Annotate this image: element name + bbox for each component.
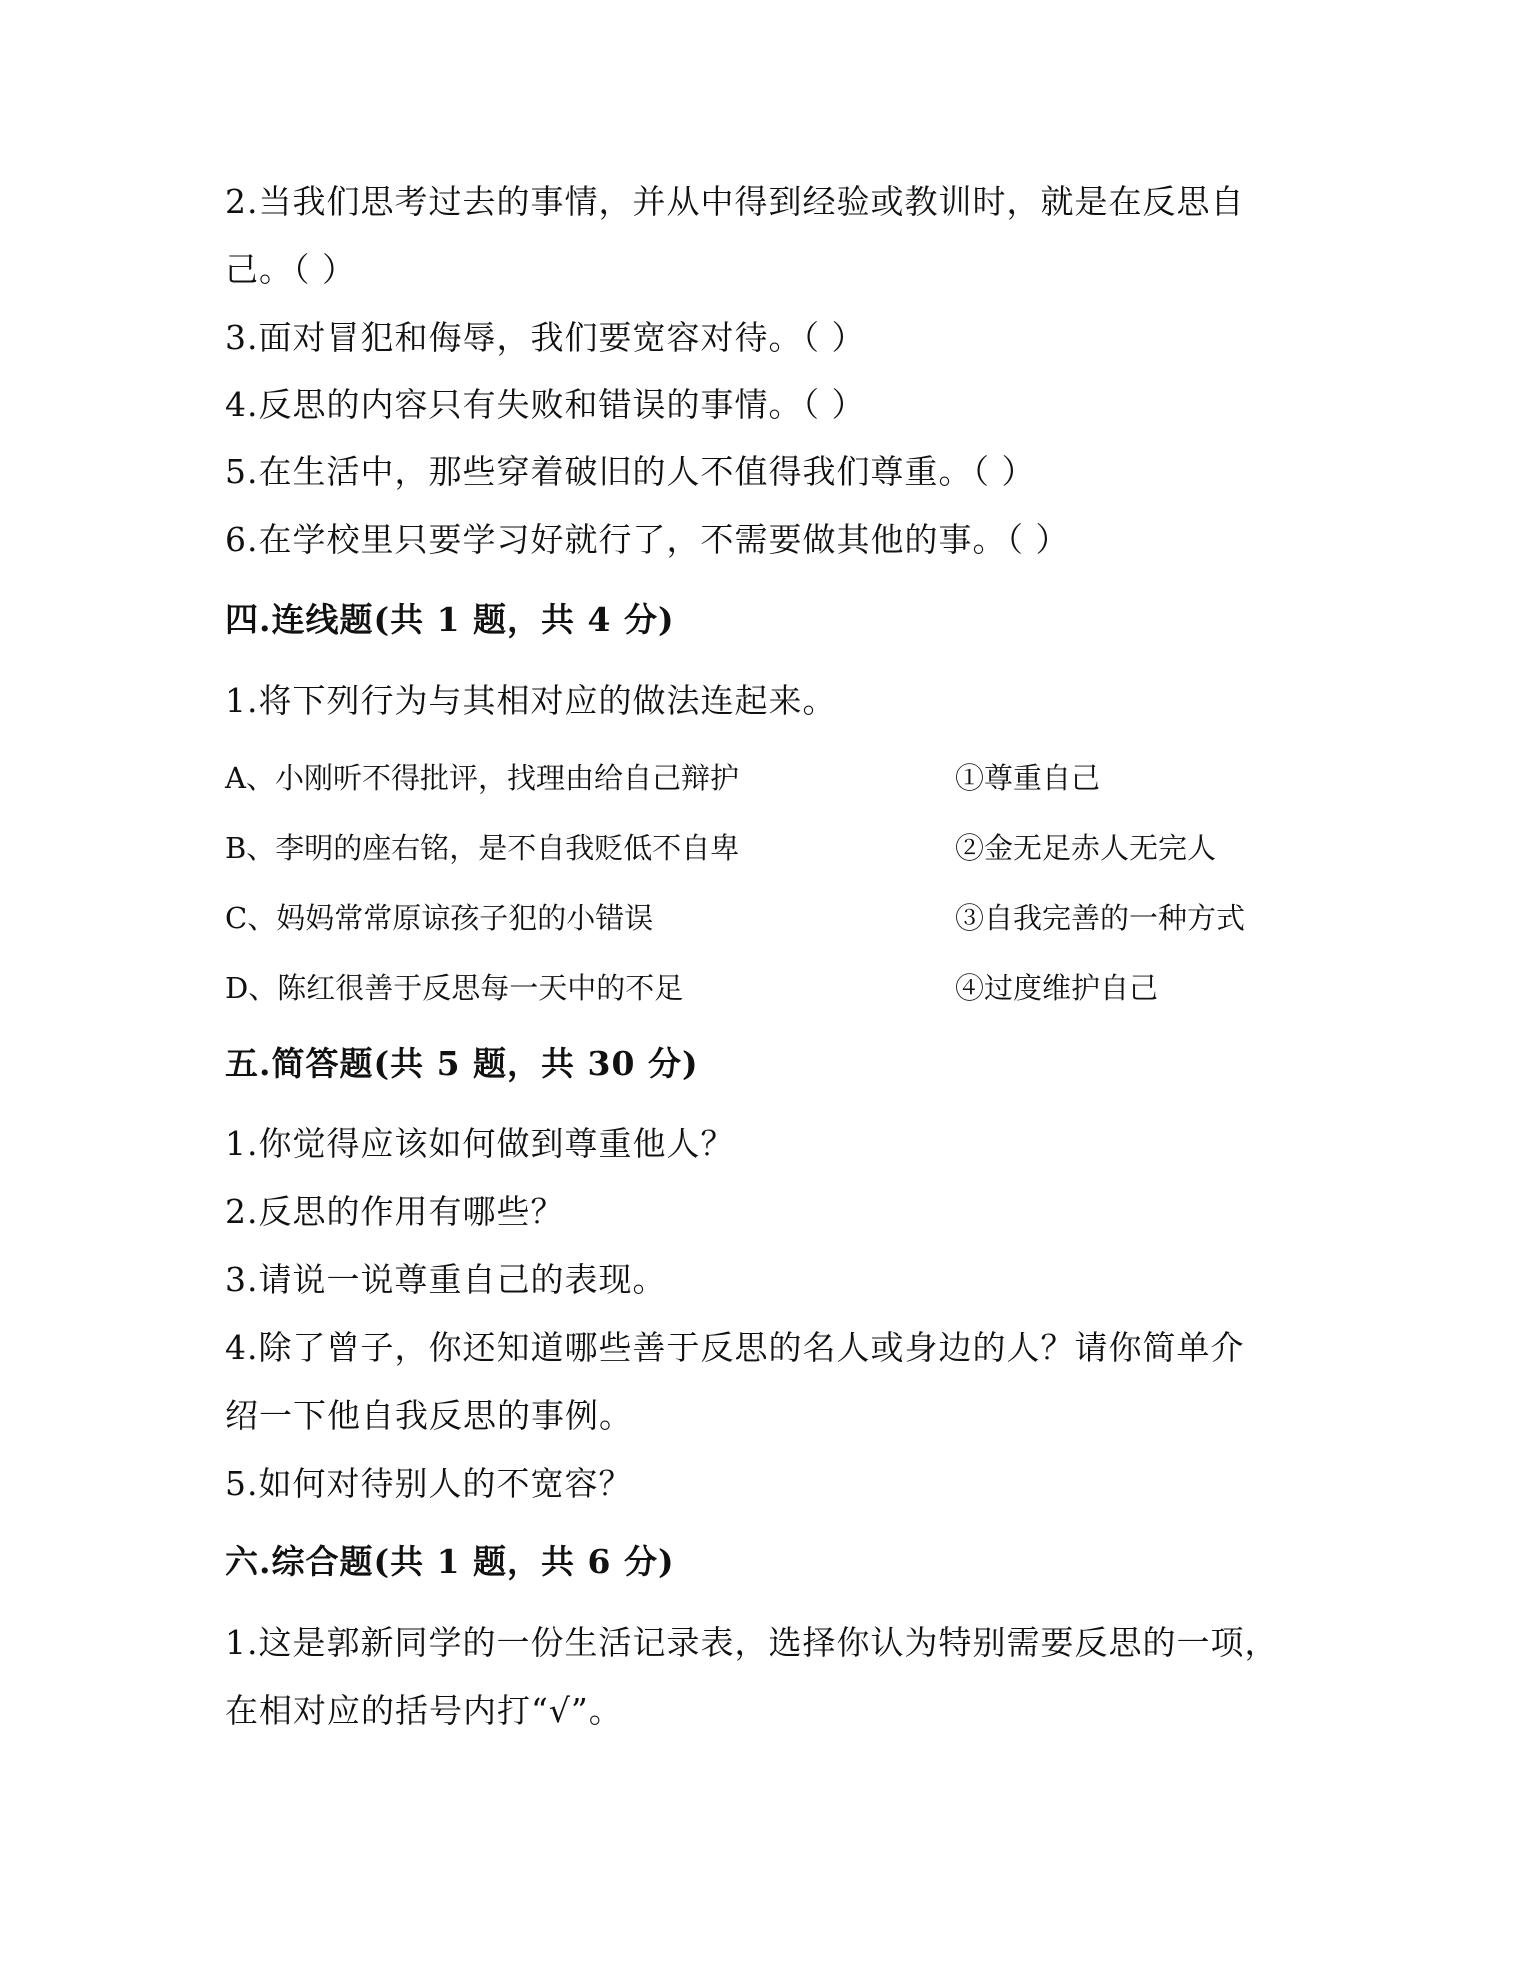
short-answer-4-line-2: 绍一下他自我反思的事例。 xyxy=(225,1396,633,1435)
judge-item-4: 4.反思的内容只有失败和错误的事情。（ ） xyxy=(225,385,866,424)
comprehensive-1-line-2: 在相对应的括号内打“√”。 xyxy=(225,1691,623,1730)
section-6-title: 六.综合题(共 1 题，共 6 分) xyxy=(225,1542,675,1581)
match-right-4: ④过度维护自己 xyxy=(955,971,1159,1005)
section-4-question: 1.将下列行为与其相对应的做法连起来。 xyxy=(225,681,837,720)
short-answer-2: 2.反思的作用有哪些？ xyxy=(225,1192,565,1231)
section-5-title: 五.简答题(共 5 题，共 30 分) xyxy=(225,1044,699,1083)
section-4-title: 四.连线题(共 1 题，共 4 分) xyxy=(225,600,675,639)
match-left-b: B、李明的座右铭，是不自我贬低不自卑 xyxy=(225,831,740,865)
comprehensive-1-line-1: 1.这是郭新同学的一份生活记录表，选择你认为特别需要反思的一项， xyxy=(225,1623,1279,1662)
match-right-3: ③自我完善的一种方式 xyxy=(955,901,1246,935)
match-right-2: ②金无足赤人无完人 xyxy=(955,831,1217,865)
match-right-1: ①尊重自己 xyxy=(955,761,1101,795)
match-left-d: D、陈红很善于反思每一天中的不足 xyxy=(225,971,684,1005)
short-answer-4-line-1: 4.除了曾子，你还知道哪些善于反思的名人或身边的人？请你简单介 xyxy=(225,1328,1245,1367)
judge-item-6: 6.在学校里只要学习好就行了，不需要做其他的事。（ ） xyxy=(225,520,1070,559)
judge-item-2-line-2: 己。（ ） xyxy=(225,250,356,289)
short-answer-1: 1.你觉得应该如何做到尊重他人？ xyxy=(225,1124,735,1163)
judge-item-3: 3.面对冒犯和侮辱，我们要宽容对待。（ ） xyxy=(225,318,866,357)
match-left-c: C、妈妈常常原谅孩子犯的小错误 xyxy=(225,901,654,935)
short-answer-3: 3.请说一说尊重自己的表现。 xyxy=(225,1260,667,1299)
short-answer-5: 5.如何对待别人的不宽容？ xyxy=(225,1464,633,1503)
judge-item-2-line-1: 2.当我们思考过去的事情，并从中得到经验或教训时，就是在反思自 xyxy=(225,182,1245,221)
judge-item-5: 5.在生活中，那些穿着破旧的人不值得我们尊重。（ ） xyxy=(225,452,1036,491)
match-left-a: A、小刚听不得批评，找理由给自己辩护 xyxy=(225,761,739,795)
